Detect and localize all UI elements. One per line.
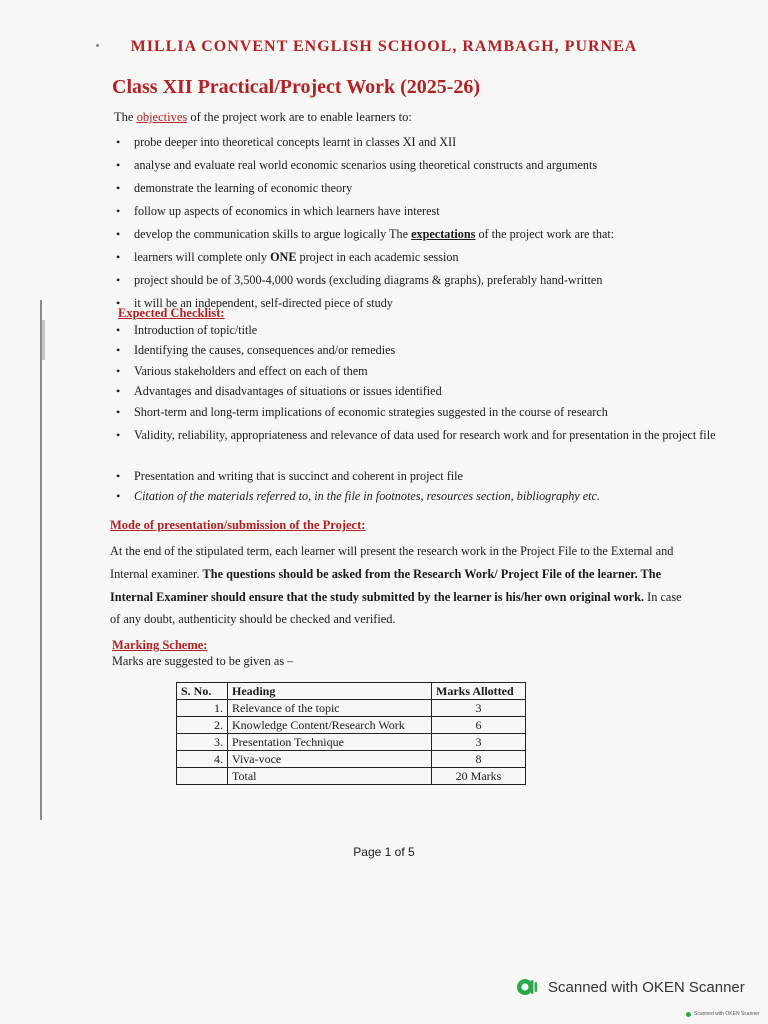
para-bold: The questions should be asked from the Research Work/ Project File of the learner. The Internal Examiner should ensure that the study submitted by the learner is his/her own original work. (110, 566, 662, 604)
scan-edge-line (40, 300, 42, 820)
item-text: develop the communication skills to argue logically The (134, 227, 412, 241)
list-item: • Various stakeholders and effect on each of them (112, 363, 716, 383)
table-cell: 2. (177, 717, 228, 734)
table-row (177, 751, 526, 768)
table-cell: 3 (432, 700, 526, 717)
list-item: • Citation of the materials referred to, in the file in footnotes, resources section, bibliography etc. (112, 488, 716, 508)
scanner-dot-icon (686, 1012, 691, 1017)
scanner-text: Scanned with OKEN Scanner (548, 978, 745, 996)
table-total-row (177, 768, 526, 785)
intro-prefix: The (114, 110, 137, 124)
table-cell: Relevance of the topic (228, 700, 432, 717)
scan-edge-mark (42, 320, 45, 360)
page-title: Class XII Practical/Project Work (2025-26) (112, 76, 481, 98)
scanner-watermark (516, 976, 745, 998)
list-item (112, 249, 614, 272)
scanner-small-text: Scanned with OKEN Scanner (694, 1011, 760, 1017)
table-row (177, 734, 526, 751)
list-item: • Identifying the causes, consequences and/or remedies (112, 342, 716, 362)
list-item: • Advantages and disadvantages of situations or issues identified (112, 383, 716, 403)
column-header: S. No. (177, 683, 228, 700)
table-cell: Viva-voce (228, 751, 432, 768)
list-item: • Presentation and writing that is succinct and coherent in project file (112, 468, 716, 488)
page-number: Page 1 of 5 (353, 845, 415, 859)
item-text: project in each academic session (296, 250, 459, 264)
mode-paragraph (110, 540, 690, 631)
table-cell (177, 768, 228, 785)
table-cell: 3 (432, 734, 526, 751)
marking-heading: Marking Scheme: (112, 638, 208, 652)
intro-suffix: of the project work are to enable learners to: (187, 110, 412, 124)
objectives-list (112, 134, 614, 318)
column-header: Heading (228, 683, 432, 700)
table-cell: 4. (177, 751, 228, 768)
marking-intro: Marks are suggested to be given as – (112, 654, 294, 668)
para-text: In case of any doubt, authenticity should be checked and verified. (110, 589, 682, 627)
table-cell: 3. (177, 734, 228, 751)
para-text: At the end of the stipulated term, each learner will present the research work in the Project File to the External and Internal examiner. (110, 544, 674, 581)
list-item: • analyse and evaluate real world economic scenarios using theoretical constructs and arguments (112, 157, 614, 180)
checklist-list (112, 322, 716, 509)
school-name: MILLIA CONVENT ENGLISH SCHOOL, RAMBAGH, PURNEA (130, 38, 638, 55)
objectives-word: objectives (136, 110, 188, 124)
table-header-row (177, 683, 526, 700)
column-header: Marks Allotted (432, 683, 526, 700)
table-cell: Presentation Technique (228, 734, 432, 751)
total-label: Total (228, 768, 432, 785)
table-cell: 8 (432, 751, 526, 768)
marks-table (176, 682, 526, 785)
one-word: ONE (270, 250, 297, 264)
table-cell: Knowledge Content/Research Work (228, 717, 432, 734)
item-text: learners will complete only (134, 250, 271, 264)
list-item: • probe deeper into theoretical concepts learnt in classes XI and XII (112, 134, 614, 157)
list-item: • project should be of 3,500-4,000 words (excluding diagrams & graphs), preferably hand-written (112, 272, 614, 295)
item-text: of the project work are that: (475, 227, 615, 241)
list-item: • follow up aspects of economics in which learners have interest (112, 203, 614, 226)
table-row (177, 700, 526, 717)
checklist-heading: Expected Checklist: (118, 306, 225, 320)
oken-scanner-icon (516, 976, 538, 998)
list-item: • Validity, reliability, appropriateness and relevance of data used for research work and for presentation in the project file (112, 424, 716, 468)
table-row (177, 717, 526, 734)
expectations-word: expectations (411, 227, 476, 241)
table-cell: 6 (432, 717, 526, 734)
list-item: • demonstrate the learning of economic theory (112, 180, 614, 203)
list-item (112, 226, 614, 249)
scanner-small-watermark (686, 1011, 760, 1017)
table-cell: 1. (177, 700, 228, 717)
mode-heading: Mode of presentation/submission of the Project: (110, 518, 366, 532)
list-item: • it will be an independent, self-directed piece of study (112, 295, 614, 318)
objectives-intro (114, 110, 412, 125)
list-item: • Short-term and long-term implications of economic strategies suggested in the course of research (112, 404, 716, 424)
list-item: • Introduction of topic/title (112, 322, 716, 342)
total-value: 20 Marks (432, 768, 526, 785)
